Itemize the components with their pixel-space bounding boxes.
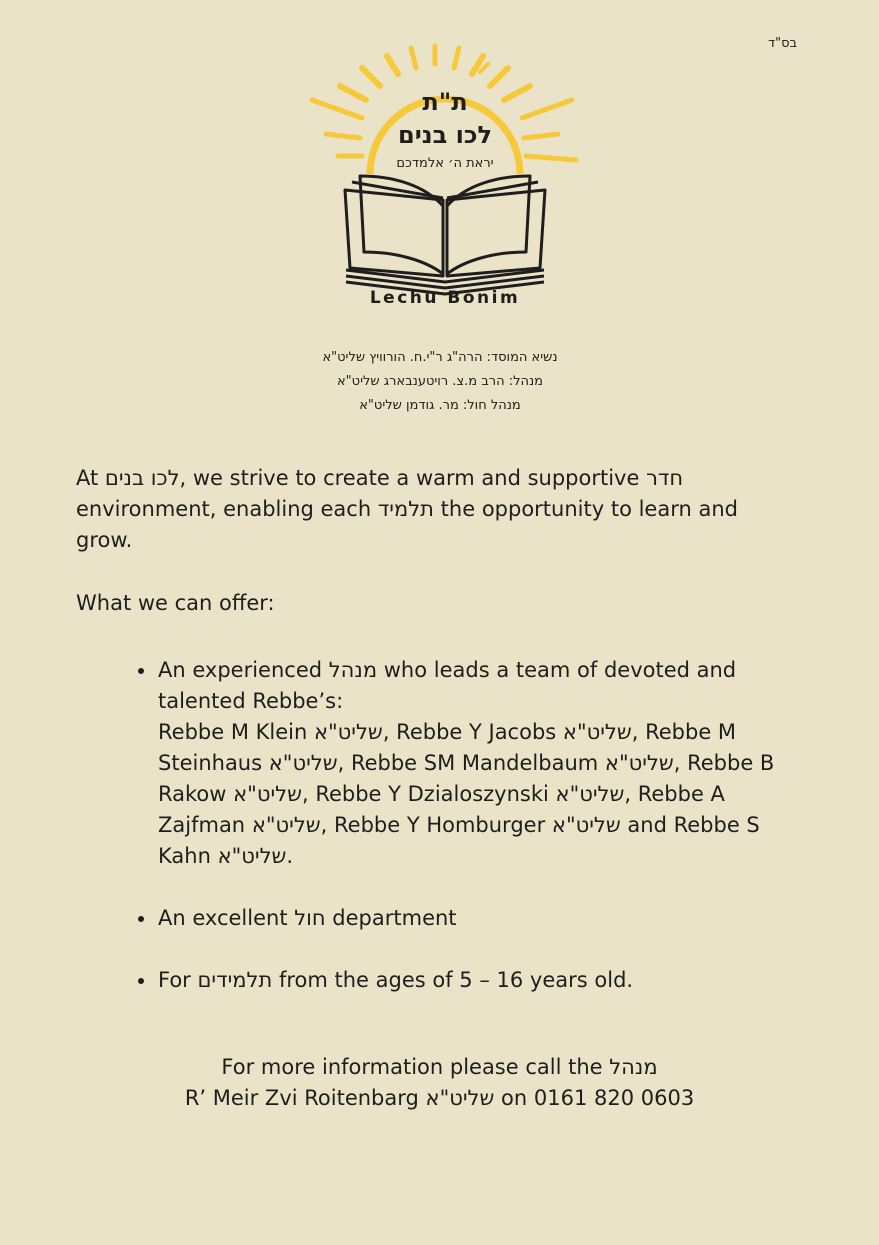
talmidim-word: תלמידים bbox=[197, 968, 273, 992]
logo-english-name: Lechu Bonim bbox=[369, 288, 521, 308]
rebbe-title: שליט"א bbox=[555, 782, 625, 806]
rebbe-name: Rebbe A Zajfman bbox=[158, 782, 725, 837]
rebbe-title: שליט"א bbox=[313, 720, 383, 744]
staff-list bbox=[240, 346, 640, 418]
contact-line1: For more information please call the מנהל bbox=[221, 1055, 658, 1079]
rebbe-separator: , bbox=[673, 751, 688, 775]
contact-info bbox=[0, 1052, 879, 1114]
school-name-hebrew: לכו בנים bbox=[104, 466, 180, 490]
rebbe-title: שליט"א bbox=[604, 751, 674, 775]
staff-menahel: מנהל: הרב מ.צ. רויטענבארג שליט"א bbox=[336, 374, 544, 389]
rebbe-name: and Rebbe S Kahn bbox=[158, 813, 760, 868]
rebbe-title: שליט"א bbox=[562, 720, 632, 744]
rebbe-separator: , bbox=[382, 720, 397, 744]
rebbe-separator: , bbox=[631, 720, 646, 744]
rebbe-title: שליט"א bbox=[233, 782, 302, 806]
logo-motto: יראת ה׳ אלמדכם bbox=[396, 156, 494, 171]
rebbe-separator: , bbox=[337, 751, 351, 775]
rebbe-title: שליט"א bbox=[551, 813, 621, 837]
talmid-word: תלמיד bbox=[377, 497, 434, 521]
contact-line2: R’ Meir Zvi Roitenbarg שליט"א on 0161 820 0603 bbox=[184, 1086, 695, 1110]
rebbe-title: שליט"א bbox=[217, 844, 287, 868]
rebbeim-list bbox=[158, 720, 774, 868]
rebbe-title: שליט"א bbox=[251, 813, 321, 837]
chol-word: חול bbox=[294, 906, 326, 930]
rebbe-separator: . bbox=[286, 844, 294, 868]
intro-paragraph: At לכו בנים, we strive to create a warm and supportive חדר environment, enabling each תלמיד the opportunity to learn and grow. bbox=[76, 466, 738, 552]
rebbe-separator: , bbox=[320, 813, 334, 837]
offer-item-chol: An excellent חול department bbox=[158, 903, 778, 934]
offer-item-staff: An experienced מנהל who leads a team of devoted and talented Rebbe’s: Rebbe M Klein שליט"א, Rebbe Y Jacobs שליט"א, Rebbe M Steinhaus שליט"א, Rebbe SM Mandelbaum שליט"א, Rebbe B Rakow שליט"א, Rebbe Y Dzialoszynski שליט"א, Rebbe A Zajfman שליט"א, Rebbe Y Homburger שליט"א and Rebbe S Kahn שליט"א. bbox=[158, 655, 778, 872]
rebbe-name: Rebbe Y Homburger bbox=[334, 813, 546, 837]
school-logo bbox=[300, 38, 590, 318]
offer-item-ages: For תלמידים from the ages of 5 – 16 years old. bbox=[158, 965, 778, 996]
rebbe-name: Rebbe B Rakow bbox=[158, 751, 775, 806]
rebbe-name: Rebbe M Steinhaus bbox=[158, 720, 737, 775]
offer-list bbox=[158, 655, 778, 1027]
offer-heading: What we can offer: bbox=[76, 591, 275, 615]
menahel-word: מנהל bbox=[328, 658, 378, 682]
rebbe-title: שליט"א bbox=[268, 751, 338, 775]
staff-secular-menahel: מנהל חול: מר. גודמן שליט"א bbox=[359, 398, 521, 413]
rebbe-separator: , bbox=[624, 782, 638, 806]
logo-title-line1: ת"ת bbox=[422, 88, 468, 116]
cheder-word: חדר bbox=[646, 466, 684, 490]
staff-president: נשיא המוסד: הרה"ג ר"י.ח. הורוויץ שליט"א bbox=[322, 350, 558, 365]
besiyata-dishmaya-mark: בס"ד bbox=[768, 36, 798, 51]
logo-title-line2: לכו בנים bbox=[398, 121, 492, 149]
rebbe-separator: , bbox=[301, 782, 316, 806]
rebbe-name: Rebbe SM Mandelbaum bbox=[350, 751, 599, 775]
contact-title-word: שליט"א bbox=[425, 1086, 495, 1110]
contact-menahel-word: מנהל bbox=[609, 1055, 658, 1079]
rebbe-name: Rebbe M Klein bbox=[158, 720, 308, 744]
sun-and-book-icon bbox=[300, 38, 590, 318]
rebbe-name: Rebbe Y Jacobs bbox=[396, 720, 557, 744]
rebbe-name: Rebbe Y Dzialoszynski bbox=[315, 782, 549, 806]
